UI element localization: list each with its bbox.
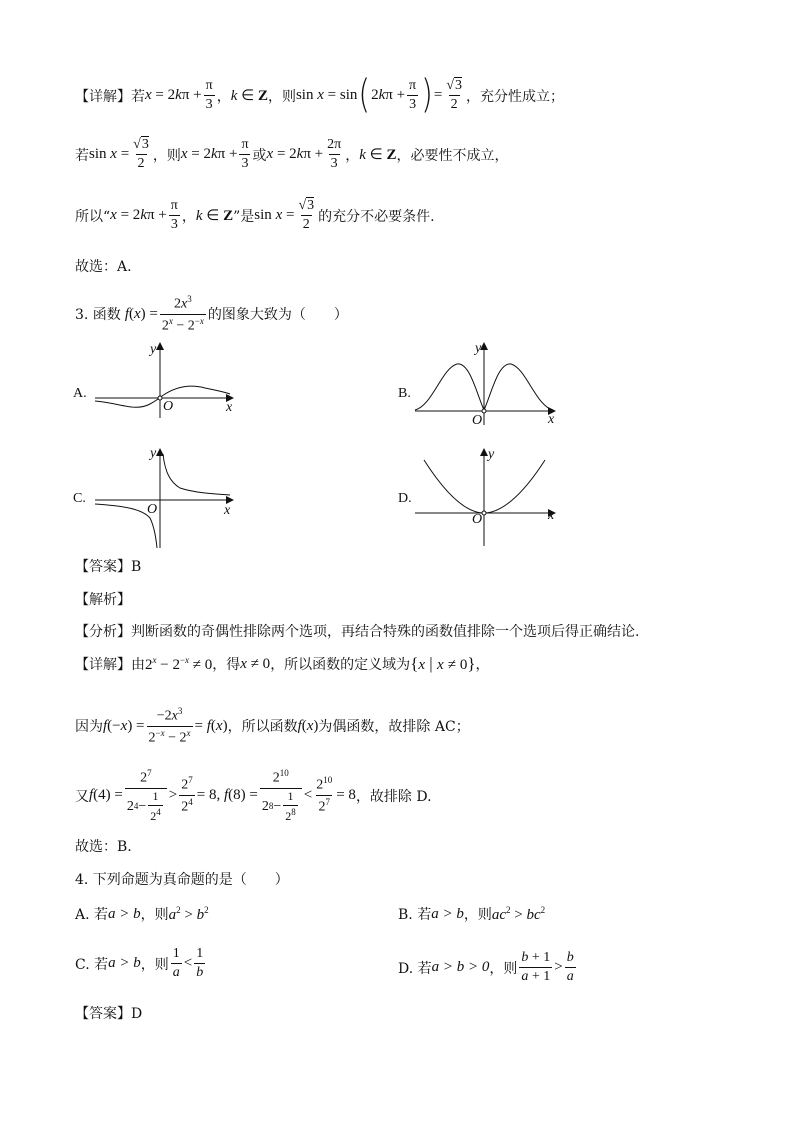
graph-option-d (412, 446, 562, 548)
q4-option-c[interactable]: C. 若 a > b ，则 $\frac{1}{a}$ < $\frac{1}{b}$ (75, 946, 204, 981)
analysis-tag: 【解析】 (75, 592, 131, 608)
analysis-text: 【分析】判断函数的奇偶性排除两个选项，再结合特殊的函数值排除一个选项后得正确结论. (75, 624, 640, 640)
formula: x = 2kπ + (145, 87, 202, 104)
question-4: 4. 下列命题为真命题的是（ ） (75, 872, 289, 888)
question-3: 3. 函数 f(x) = $\frac{2x^3}{2^x - 2^{-x}}$ 的图象大致为（ ） (75, 294, 348, 334)
choice-line-1: 故选：A. (75, 259, 132, 275)
q4-option-b[interactable]: B. 若 a > b ，则 $ac^2 > bc^2$ (398, 904, 546, 923)
choice-line-3: 故选：B. (75, 839, 132, 855)
detail1-line2: 若 sin x = $\frac{√3}{2}$ ，则 x = 2kπ + $\frac{\pi}{3}$ 或 x = 2kπ + $\frac{2\pi}{3}$ ， k ∈ Z ，必要性不成立， (75, 137, 509, 172)
detail3-line2: 因为 f(−x) = $\frac{-2x^3}{2^{-x} - 2^x}$ = f(x) ，所以函数 f(x) 为偶函数，故排除 AC； (75, 706, 470, 746)
option-a-label[interactable]: A. (73, 386, 87, 401)
detail1-line1: 【详解】 若 x = 2kπ + $\frac{\pi}{3}$ ， k ∈ Z ，则 sin x = sin ( 2kπ + $\frac{\pi}{3}$ ) = $\frac{√3}{2}$ ，充分性成立； (75, 72, 564, 118)
detail1-line3: 所以“ x = 2kπ + $\frac{\pi}{3}$ ， k ∈ Z ”是 sin x = $\frac{√3}{2}$ 的充分不必要条件. (75, 198, 435, 233)
graph-option-b (412, 340, 562, 425)
detail3-line1: 【详解】由 $2^x - 2^{-x} \ne 0$ ，得 x ≠ 0 ，所以函数的定义域为 {x | x ≠ 0} ， (75, 654, 490, 673)
graph-option-c (90, 446, 240, 551)
detail3-line3: 又 f(4) = $2^7$ 2 4 − $\frac{1}{2^4}$ > $\frac{2^7}{2^4}$ = 8, f(8) = $2^{10}$ 2 8 − $\frac{1}{2^8}$ < $\frac{2^{10}}{2^7}$ = 8 ，故排除 D. (75, 768, 432, 823)
q4-option-d[interactable]: D. 若 a > b > 0 ，则 $\frac{b + 1}{a + 1}$ > $\frac{b}{a}$ (398, 950, 574, 985)
detail-tag: 【详解】 (75, 88, 131, 105)
answer-4: 【答案】D (75, 1006, 143, 1022)
q4-option-a[interactable]: A. 若 a > b ，则 $a^2 > b^2$ (75, 904, 209, 923)
option-c-label[interactable]: C. (73, 491, 86, 506)
option-b-label[interactable]: B. (398, 386, 411, 401)
option-d-label[interactable]: D. (398, 491, 412, 506)
answer-3: 【答案】B (75, 559, 142, 575)
